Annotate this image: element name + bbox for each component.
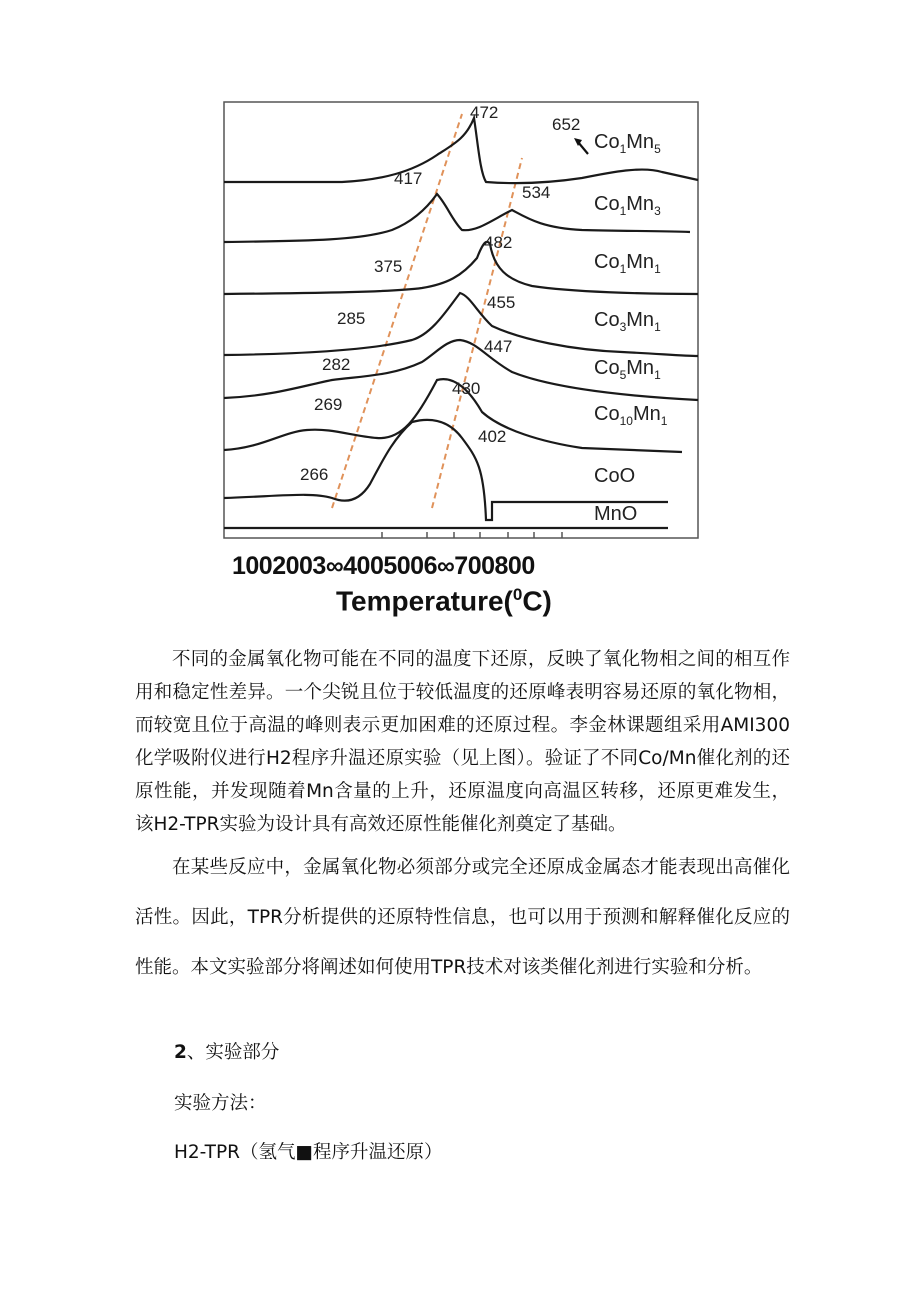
peak-label: 282 [322, 355, 351, 374]
series-label: $Co_3Mn_1$ [594, 309, 661, 334]
section-heading: 2、实验部分 [174, 1042, 280, 1063]
peak-label: 269 [314, 395, 343, 414]
peak-label: 417 [394, 169, 423, 188]
series-label: CoO [594, 465, 636, 487]
paragraph-tpr-application: 在某些反应中，金属氧化物必须部分或完全还原成金属态才能表现出高催化活性。因此，TPR分析提供的还原特性信息，也可以用于预测和解释催化反应的性能。本文实验部分将阐述如何使用TPR技术对该类催化剂进行实验和分析。 [135, 857, 790, 978]
peak-label: 472 [470, 103, 499, 122]
tpr-curve [224, 194, 690, 242]
series-label: $Co_1Mn_1$ [594, 251, 661, 276]
series-label: $Co_1Mn_3$ [594, 193, 661, 218]
tpr-figure [222, 100, 700, 540]
peak-label: 447 [484, 337, 513, 356]
x-axis-label: Temperature($^0$C) [336, 585, 552, 617]
series-label: $Co_{10}Mn_1$ [594, 403, 668, 428]
peak-label: 402 [478, 427, 507, 446]
x-tick-labels: 1002003∞4005006∞700800 [232, 552, 535, 580]
method-label: 实验方法： [174, 1093, 267, 1114]
peak-label: 285 [337, 309, 366, 328]
peak-label: 266 [300, 465, 329, 484]
series-label: MnO [594, 503, 638, 525]
series-label: $Co_1Mn_5$ [594, 131, 661, 156]
paragraph-tpr-intro: 不同的金属氧化物可能在不同的温度下还原，反映了氧化物相之间的相互作用和稳定性差异。一个尖锐且位于较低温度的还原峰表明容易还原的氧化物相，而较宽且位于高温的峰则表示更加困难的还原过程。李金林课题组采用AMI300化学吸附仪进行H2程序升温还原实验（见上图）。验证了不同Co/Mn催化剂的还原性能，并发现随着Mn含量的上升，还原温度向高温区转移，还原更难发生，该H2-TPR实验为设计具有高效还原性能催化剂奠定了基础。 [135, 649, 790, 835]
peak-label: 482 [484, 233, 513, 252]
peak-label: 430 [452, 379, 481, 398]
peak-label: 534 [522, 183, 551, 202]
peak-label: 652 [552, 115, 581, 134]
peak-arrow [578, 142, 588, 154]
peak-label: 375 [374, 257, 403, 276]
peak-label: 455 [487, 293, 516, 312]
h2-tpr-label: H2-TPR（氢气■程序升温还原） [174, 1142, 443, 1163]
tpr-chart [222, 100, 700, 540]
series-label: $Co_5Mn_1$ [594, 357, 661, 382]
